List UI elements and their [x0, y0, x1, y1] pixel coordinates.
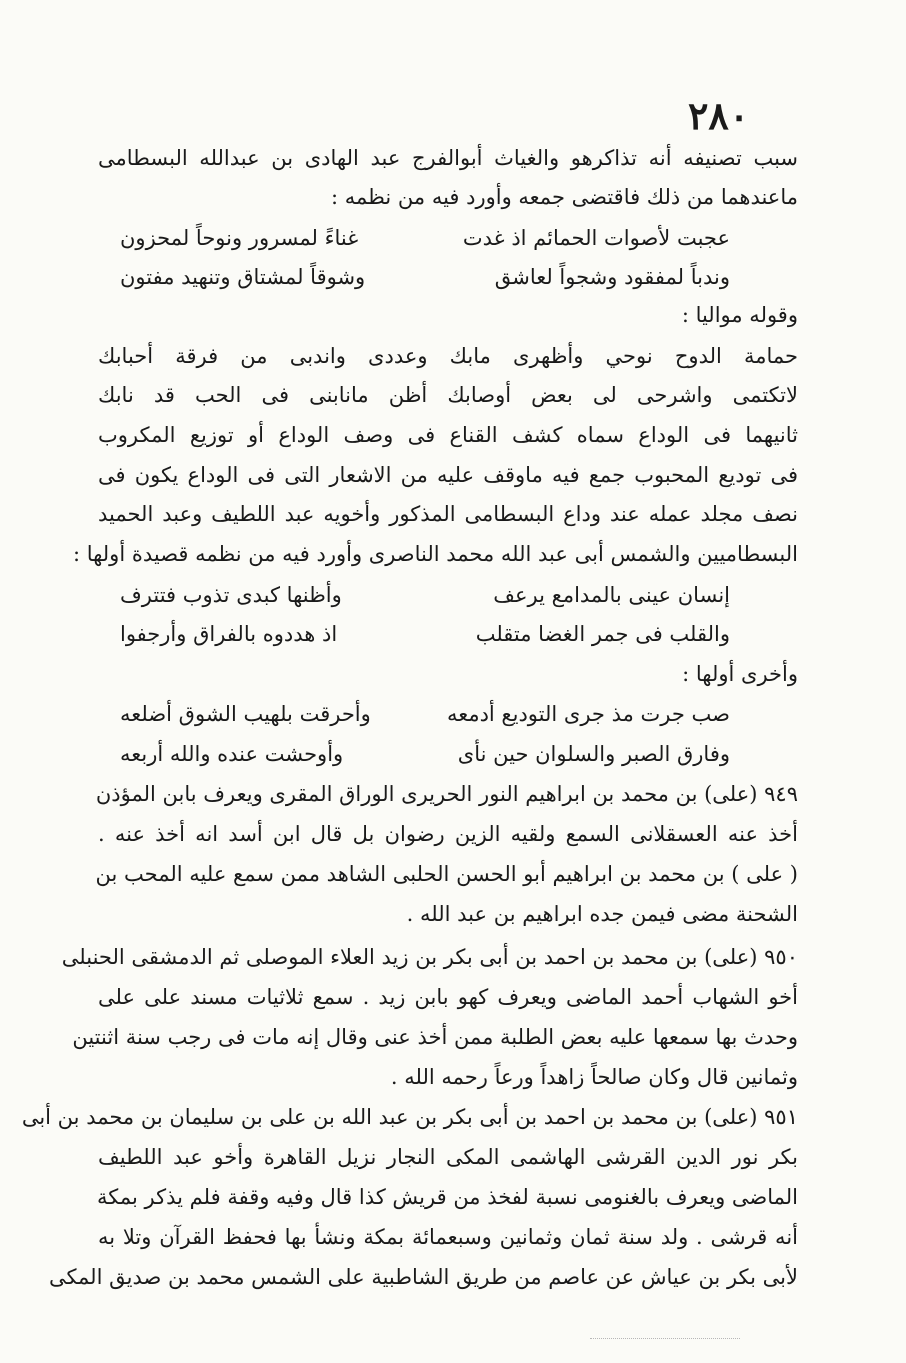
- text-line: ٩٥٠ (على) بن محمد بن احمد بن أبى بكر بن زيد العلاء الموصلى ثم الدمشقى الحنبلى: [61, 945, 798, 969]
- text-line: بكر نور الدين القرشى الهاشمى المكى النجار نزيل القاهرة وأخو عبد اللطيف: [98, 1145, 798, 1169]
- text-line: الماضى ويعرف بالغنومى نسبة لفخذ من قريش كذا قال وفيه وقفة فلم يذكر بمكة: [97, 1185, 798, 1209]
- verse-hemistich: والقلب فى جمر الغضا متقلب: [475, 622, 730, 646]
- verse-hemistich: غناءً لمسرور ونوحاً لمحزون: [120, 226, 359, 250]
- text-line: لاتكتمى واشرحى لى بعض أوصابك أظن مانابنى فى الحب قد نابك: [98, 383, 798, 407]
- verse-line: [120, 737, 730, 771]
- verse-hemistich: إنسان عينى بالمدامع يرعف: [493, 583, 730, 607]
- text-line: أنه قرشى . ولد سنة ثمان وثمانين وسبعمائة بمكة ونشأ بها فحفظ القرآن وتلا به: [98, 1225, 798, 1249]
- verse-line: [120, 221, 730, 255]
- verse-line: [120, 697, 730, 731]
- verse-hemistich: اذ هددوه بالفراق وأرجفوا: [120, 622, 338, 646]
- verse-hemistich: وأوحشت عنده والله أربعه: [120, 742, 344, 766]
- verse-hemistich: وأحرقت بلهيب الشوق أضلعه: [120, 702, 371, 726]
- text-line: وقوله مواليا :: [681, 303, 798, 327]
- verse-hemistich: وأظنها كبدى تذوب فتترف: [120, 583, 342, 607]
- text-line: فى توديع المحبوب جمع فيه ماوقف عليه من الاشعار التى فى الوداع يكون فى: [98, 463, 798, 487]
- text-line: ثانيهما فى الوداع سماه كشف القناع فى وصف الوداع أو توزيع المكروب: [98, 423, 798, 447]
- text-line: وأخرى أولها :: [682, 662, 798, 686]
- page-number: ٢٨٠: [688, 93, 750, 138]
- text-line: سبب تصنيفه أنه تذاكرهو والغياث أبوالفرج عبد الهادى بن عبدالله البسطامى: [98, 146, 798, 170]
- text-line: البسطاميين والشمس أبى عبد الله محمد الناصرى وأورد فيه من نظمه قصيدة أولها :: [72, 542, 798, 566]
- text-line: وثمانين قال وكان صالحاً زاهداً ورعاً رحمه الله .: [390, 1065, 798, 1089]
- text-line: ( على ) بن محمد بن ابراهيم أبو الحسن الحلبى الشاهد ممن سمع عليه المحب بن: [95, 862, 798, 886]
- text-line: ٩٤٩ (على) بن محمد بن ابراهيم النور الحريرى الوراق المقرى ويعرف بابن المؤذن: [95, 782, 798, 806]
- verse-hemistich: صب جرت مذ جرى التوديع أدمعه: [446, 702, 730, 726]
- verse-line: [120, 260, 730, 294]
- text-line: نصف مجلد عمله عند وداع البسطامى المذكور وأخويه عبد اللطيف وعبد الحميد: [98, 502, 798, 526]
- verse-hemistich: وشوقاً لمشتاق وتنهيد مفتون: [120, 265, 366, 289]
- verse-line: [120, 617, 730, 651]
- text-line: أخذ عنه العسقلانى السمع ولقيه الزين رضوان بل قال ابن أسد انه أخذ عنه .: [98, 822, 798, 846]
- verse-line: [120, 578, 730, 612]
- text-line: حمامة الدوح نوحي وأظهرى مابك وعددى واندبى من فرقة أحبابك: [98, 344, 798, 368]
- text-line: ٩٥١ (على) بن محمد بن احمد بن أبى بكر بن عبد الله بن على بن سليمان بن محمد بن أبى: [21, 1105, 798, 1129]
- text-line: الشحنة مضى فيمن جده ابراهيم بن عبد الله .: [406, 902, 798, 926]
- verse-hemistich: وفارق الصبر والسلوان حين نأى: [457, 742, 730, 766]
- page-rule: [590, 1338, 740, 1339]
- verse-hemistich: عجبت لأصوات الحمائم اذ غدت: [462, 226, 730, 250]
- text-line: ماعندهما من ذلك فاقتضى جمعه وأورد فيه من نظمه :: [331, 185, 798, 209]
- text-line: وحدث بها سمعها عليه بعض الطلبة ممن أخذ عنى وقال إنه مات فى رجب سنة اثنتين: [72, 1025, 798, 1049]
- verse-hemistich: وندباً لمفقود وشجواً لعاشق: [494, 265, 730, 289]
- text-line: أخو الشهاب أحمد الماضى ويعرف كهو بابن زيد . سمع ثلاثيات مسند على على: [98, 985, 798, 1009]
- text-line: لأبى بكر بن عياش عن عاصم من طريق الشاطبية على الشمس محمد بن صديق المكى: [48, 1265, 798, 1289]
